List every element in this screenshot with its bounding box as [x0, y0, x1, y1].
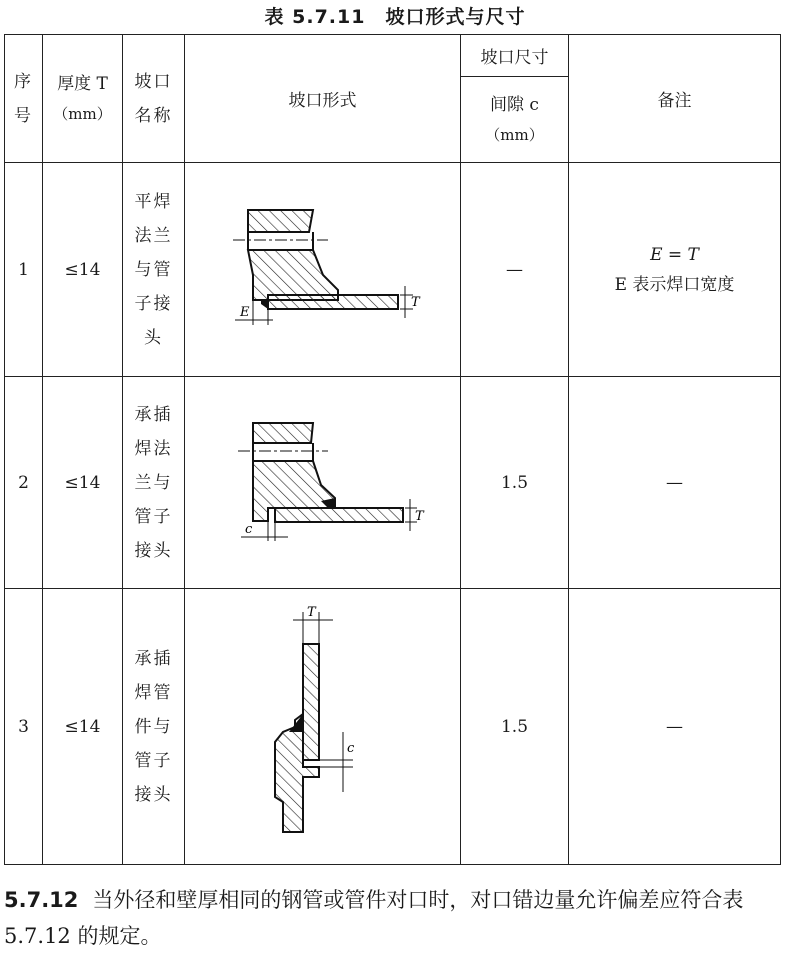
socket-weld-flange-figure [213, 413, 433, 553]
header-groove-form: 坡口形式 [185, 35, 461, 163]
label-t: T [306, 604, 316, 620]
socket-weld-fitting-figure [253, 602, 393, 852]
header-groove-name: 坡口 名称 [123, 35, 185, 163]
cell-figure [185, 377, 461, 589]
header-remark: 备注 [569, 35, 781, 163]
header-row-1 [5, 35, 781, 77]
table-caption: 表 5.7.11 坡口形式与尺寸 [264, 6, 526, 28]
cell-thickness: ≤14 [43, 589, 123, 865]
cell-remark: E = T E 表示焊口宽度 [569, 163, 781, 377]
clause-text: 当外径和壁厚相同的钢管或管件对口时，对口错边量允许偏差应符合表 5.7.12 的规定。 [4, 888, 744, 948]
groove-table [4, 34, 781, 865]
cell-gap: 1.5 [461, 589, 569, 865]
cell-gap: — [461, 163, 569, 377]
header-groove-size: 坡口尺寸 [461, 35, 569, 77]
label-e: E [239, 304, 249, 320]
label-c: c [346, 740, 354, 756]
table-row [5, 589, 781, 865]
table-row [5, 163, 781, 377]
label-t: T [414, 508, 424, 524]
cell-figure [185, 589, 461, 865]
cell-thickness: ≤14 [43, 163, 123, 377]
label-c: c [244, 521, 252, 537]
cell-remark: — [569, 377, 781, 589]
header-seq: 序 号 [5, 35, 43, 163]
header-gap: 间隙 c （mm） [461, 77, 569, 163]
cell-thickness: ≤14 [43, 377, 123, 589]
label-t: T [410, 294, 420, 310]
cell-gap: 1.5 [461, 377, 569, 589]
cell-figure [185, 163, 461, 377]
clause-paragraph [4, 882, 784, 954]
cell-name: 平焊 法兰 与管 子接 头 [123, 163, 185, 377]
clause-number: 5.7.12 [4, 888, 79, 912]
cell-seq: 3 [5, 589, 43, 865]
cell-name: 承插 焊法 兰与 管子 接头 [123, 377, 185, 589]
cell-name: 承插 焊管 件与 管子 接头 [123, 589, 185, 865]
cell-seq: 2 [5, 377, 43, 589]
slip-on-flange-figure [213, 200, 433, 340]
cell-seq: 1 [5, 163, 43, 377]
cell-remark: — [569, 589, 781, 865]
header-thickness: 厚度 T （mm） [43, 35, 123, 163]
table-row [5, 377, 781, 589]
